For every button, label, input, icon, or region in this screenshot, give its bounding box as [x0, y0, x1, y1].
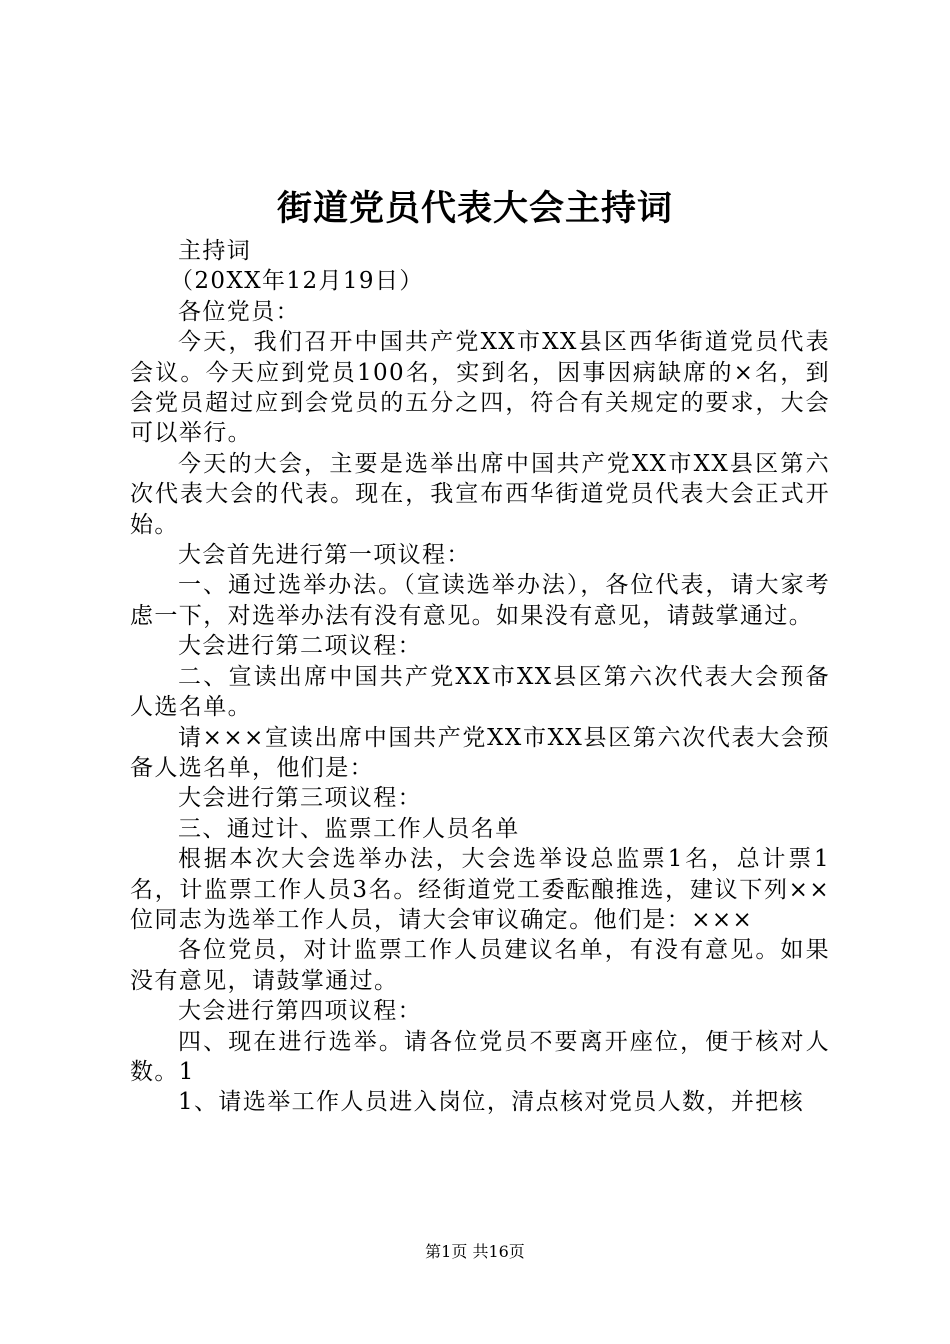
paragraph: 大会进行第二项议程：: [178, 633, 422, 660]
document-title: 街道党员代表大会主持词: [276, 188, 673, 229]
paragraph: 根据本次大会选举办法，大会选举设总监票1名，总计票1名，计监票工作人员3名。经街道党工委酝酿推选，建议下列××位同志为选举工作人员，请大会审议确定。他们是：×××: [130, 846, 830, 933]
paragraph: 各位党员：: [178, 298, 300, 325]
paragraph: 一、通过选举办法。（宣读选举办法），各位代表，请大家考虑一下，对选举办法有没有意见。如果没有意见，请鼓掌通过。: [130, 572, 830, 629]
paragraph: 四、现在进行选举。请各位党员不要离开座位，便于核对人数。1: [130, 1028, 830, 1085]
paragraph: 大会进行第三项议程：: [178, 785, 422, 812]
paragraph: 大会进行第四项议程：: [178, 998, 422, 1025]
paragraph: 三、通过计、监票工作人员名单: [178, 815, 520, 842]
paragraph: 今天的大会，主要是选举出席中国共产党XX市XX县区第六次代表大会的代表。现在，我宣布西华街道党员代表大会正式开始。: [130, 450, 830, 538]
paragraph: （20XX年12月19日）: [170, 268, 424, 295]
paragraph: 二、宣读出席中国共产党XX市XX县区第六次代表大会预备人选名单。: [130, 663, 830, 721]
page-number-footer: 第1页 共16页: [425, 1242, 525, 1261]
document-body: [130, 236, 830, 1118]
paragraph: 主持词: [178, 238, 252, 264]
paragraph: 1、请选举工作人员进入岗位，清点核对党员人数，并把核: [178, 1089, 805, 1116]
paragraph: 大会首先进行第一项议程：: [178, 542, 471, 569]
paragraph: 请×××宣读出席中国共产党XX市XX县区第六次代表大会预备人选名单，他们是：: [130, 724, 830, 781]
paragraph: 今天，我们召开中国共产党XX市XX县区西华街道党员代表会议。今天应到党员100名，实到名，因事因病缺席的×名，到会党员超过应到会党员的五分之四，符合有关规定的要求，大会可以举行。: [130, 329, 830, 447]
paragraph: 各位党员，对计监票工作人员建议名单，有没有意见。如果没有意见，请鼓掌通过。: [130, 937, 830, 994]
